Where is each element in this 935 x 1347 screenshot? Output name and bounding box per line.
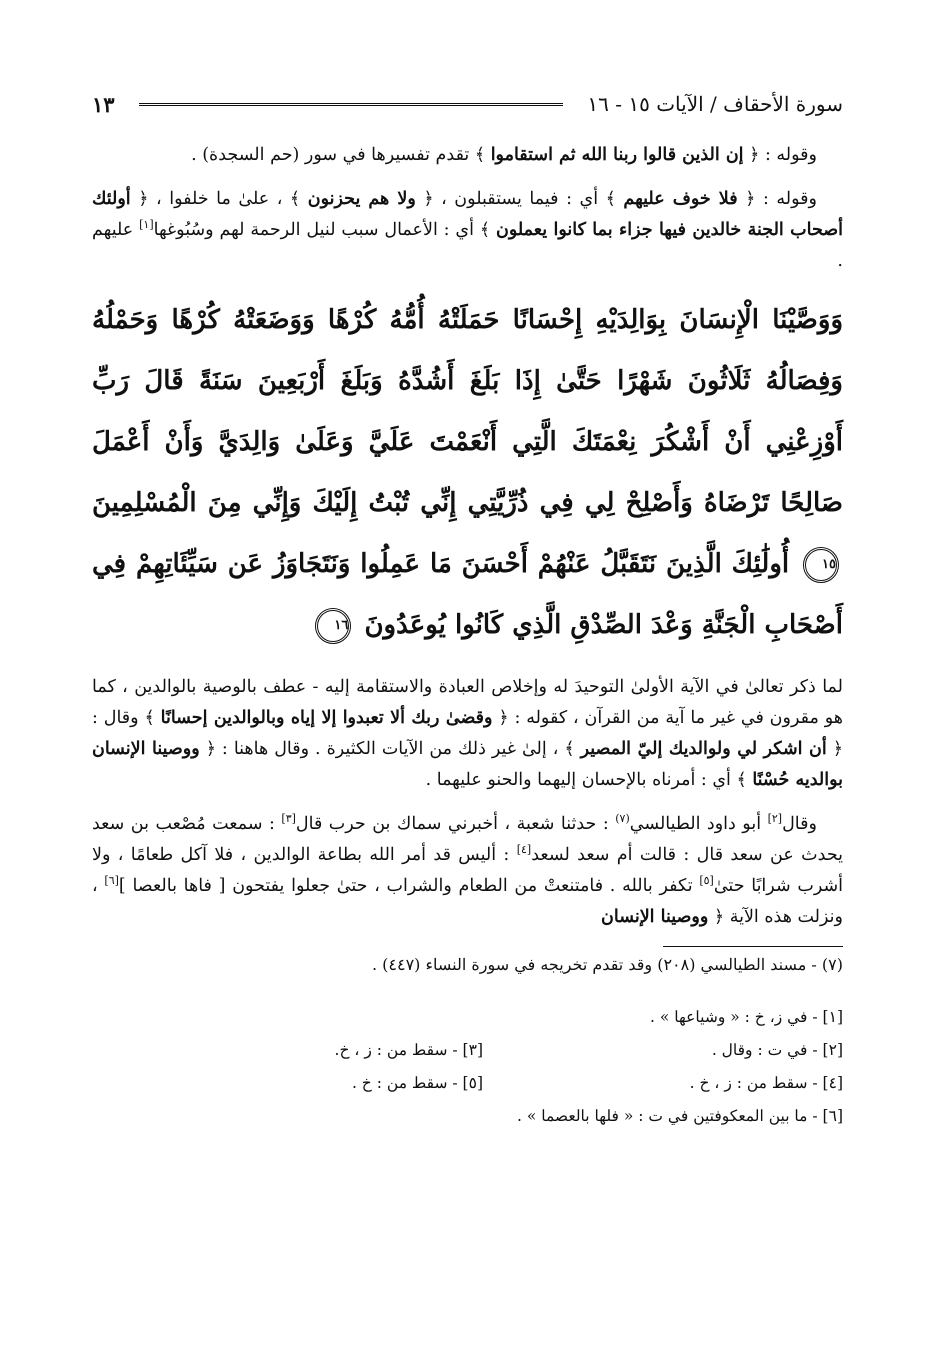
text: ، ونزلت هذه الآية ﴿	[92, 876, 843, 927]
note-item: [٢] - في ت : وقال .	[711, 1041, 843, 1059]
text: ﴾ تقدم تفسيرها في سور (حم السجدة) .	[191, 145, 486, 165]
note-item: [١] - في ز، خ : « وشياعها » .	[650, 1008, 843, 1026]
text: ﴾ ، إلىٰ غير ذلك من الآيات الكثيرة . وقال هاهنا : ﴿	[205, 739, 575, 759]
footnote-ref: (٧)	[615, 812, 630, 826]
page-number: ١٣	[92, 91, 115, 117]
note-item: [٤] - سقط من : ز ، خ .	[689, 1074, 843, 1092]
footnote-ref: [٢]	[767, 812, 783, 826]
footnote-ref: [٥]	[699, 874, 714, 888]
paragraph-3	[92, 672, 843, 796]
quoted-verse: ووصينا الإنسان بوالديه حُسْنًا	[92, 739, 843, 790]
text: ﴾ أي : الأعمال سبب لنيل الرحمة لهم وسُبُوغها	[153, 220, 491, 240]
text: وقال	[782, 814, 817, 834]
note-item: [٦] - ما بين المعكوفتين في ت : « فلها بالعصما » .	[516, 1107, 843, 1125]
text: وقوله : ﴿	[745, 189, 817, 209]
quoted-verse: أولئك أصحاب الجنة خالدين فيها جزاء بما كانوا يعملون	[92, 189, 843, 240]
text: : سمعت مُصْعب بن سعد يحدث عن سعد قال : قالت أم سعد لسعد	[92, 814, 843, 865]
text: ﴾ ، علىٰ ما خلفوا ، ﴿	[138, 189, 301, 209]
note-item	[123, 1001, 483, 1034]
header-rule	[139, 103, 564, 106]
text: لما ذكر تعالىٰ في الآية الأولىٰ التوحيدَ له وإخلاص العبادة والاستقامة إليه - عطف بالوصية بالوالدين ، كما هو مقرون في غير ما آية من القرآن ، كقوله : ﴿	[92, 677, 844, 728]
verse-15: وَوَصَّيْنَا الْإِنسَانَ بِوَالِدَيْهِ إِحْسَانًا حَمَلَتْهُ أُمُّهُ كُرْهًا وَوَضَعَتْهُ كُرْهًا وَحَمْلُهُ وَفِصَالُهُ ثَلَاثُونَ شَهْرًا حَتَّىٰ إِذَا بَلَغَ أَشُدَّهُ وَبَلَغَ أَرْبَعِينَ سَنَةً قَالَ رَبِّ أَوْزِعْنِي أَنْ أَشْكُرَ نِعْمَتَكَ الَّتِي أَنْعَمْتَ عَلَيَّ وَعَلَىٰ وَالِدَيَّ وَأَنْ أَعْمَلَ صَالِحًا تَرْضَاهُ وَأَصْلِحْ لِي فِي ذُرِّيَّتِي إِنِّي تُبْتُ إِلَيْكَ وَإِنِّي مِنَ الْمُسْلِمِينَ	[92, 305, 843, 518]
text: ﴾ أي : فيما يستقبلون ، ﴿	[423, 189, 616, 209]
text: : أليس قد أمر الله بطاعة الوالدين ، فلا آكل طعامًا ، ولا أشرب شرابًا حتىٰ	[92, 845, 843, 896]
quoted-verse: وقضىٰ ربك ألا تعبدوا إلا إياه وبالوالدين إحسانًا	[160, 708, 493, 728]
paragraph-1	[92, 140, 843, 171]
quoted-verse: أن اشكر لي ولوالديك إليّ المصير	[580, 739, 827, 759]
text: أبو داود الطيالسي	[629, 814, 762, 834]
footnote-7: (٧) - مسند الطيالسي (٢٠٨) وقد تقدم تخريجه في سورة النساء (٤٤٧) .	[371, 955, 843, 974]
quran-verses	[92, 290, 843, 656]
quoted-verse: ولا هم يحزنون	[307, 189, 416, 209]
note-item: [٥] - سقط من : خ .	[351, 1074, 483, 1092]
footnote-ref: [٤]	[516, 843, 532, 857]
text: عليهم .	[92, 220, 843, 271]
note-row	[92, 1100, 843, 1133]
running-header	[92, 84, 843, 124]
note-row	[92, 1034, 843, 1067]
footnote-rule	[663, 946, 843, 947]
chapter-title: سورة الأحقاف / الآيات ١٥ - ١٦	[587, 92, 843, 116]
ayah-number-16: ١٦	[315, 608, 351, 644]
editor-notes	[92, 1001, 843, 1133]
text: تكفر بالله . فامتنعتْ من الطعام والشراب ، حتىٰ جعلوا يفتحون [ فاها بالعصا ]	[118, 876, 693, 896]
paragraph-2	[92, 184, 843, 277]
ayah-number-15: ١٥	[803, 547, 839, 583]
page-body	[92, 140, 843, 1133]
note-row	[92, 1001, 843, 1034]
footnote-ref: [٣]	[281, 812, 296, 826]
text: وقوله : ﴿	[749, 145, 817, 165]
quoted-verse: ووصينا الإنسان	[601, 907, 709, 927]
verse-16: أُولَٰئِكَ الَّذِينَ نَتَقَبَّلُ عَنْهُمْ أَحْسَنَ مَا عَمِلُوا وَنَتَجَاوَزُ عَن سَيِّئَاتِهِمْ فِي أَصْحَابِ الْجَنَّةِ وَعْدَ الصِّدْقِ الَّذِي كَانُوا يُوعَدُونَ	[92, 549, 843, 640]
note-row	[92, 1067, 843, 1100]
footnote-ref: [٦]	[104, 874, 119, 888]
quoted-verse: فلا خوف عليهم	[623, 189, 738, 209]
text: ﴾ أي : أمرناه بالإحسان إليهما والحنو عليهما .	[425, 770, 747, 790]
paragraph-4	[92, 809, 843, 933]
quoted-verse: إن الذين قالوا ربنا الله ثم استقاموا	[490, 145, 744, 165]
text: : حدثنا شعبة ، أخبرني سماك بن حرب قال	[295, 814, 609, 834]
footnote-ref: [١]	[139, 218, 154, 232]
text: ﴾ وقال : ﴿	[92, 708, 843, 759]
note-item: [٣] - سقط من : ز ، خ.	[334, 1041, 483, 1059]
